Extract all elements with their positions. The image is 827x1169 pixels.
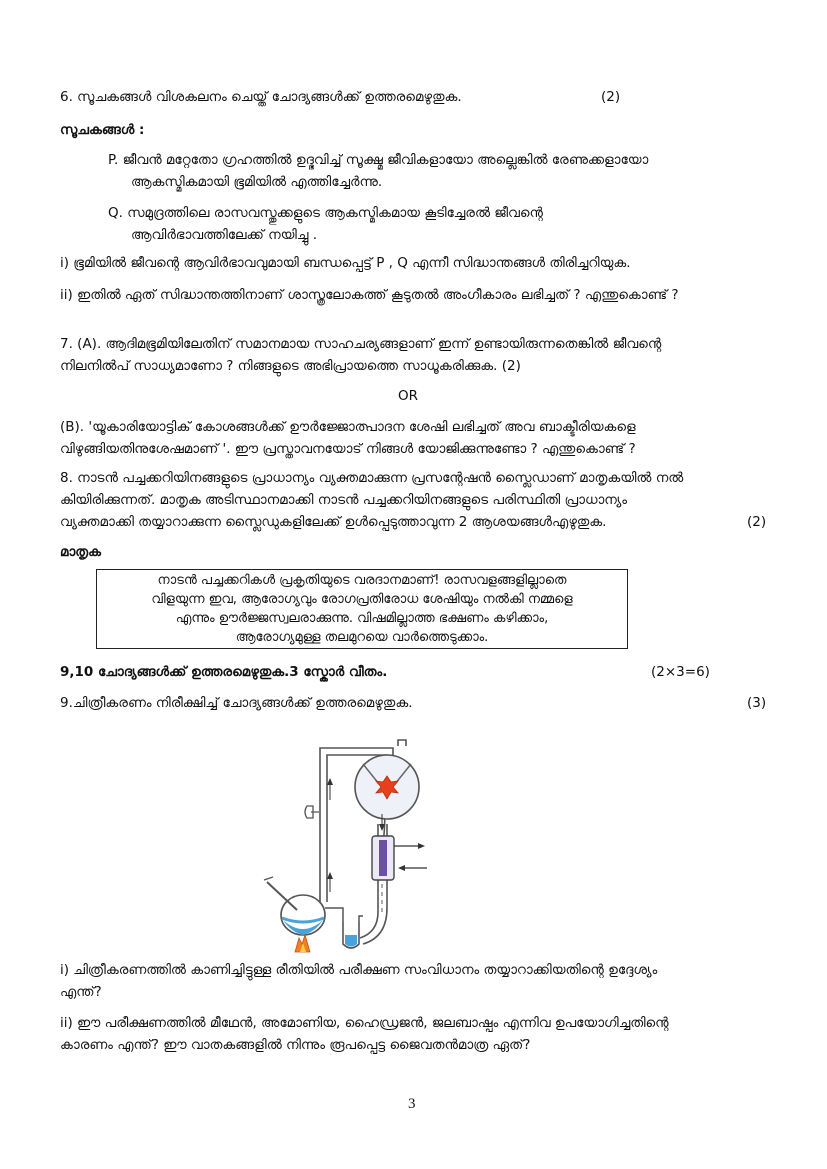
q8-marks: (2) bbox=[747, 514, 767, 530]
thermometer bbox=[267, 882, 297, 910]
q8-model-label: മാതൃക bbox=[60, 544, 102, 560]
model-slide-line1: നാടൻ പച്ചക്കറികൾ പ്രകൃതിയുടെ വരദാനമാണ്! രാസവളങ്ങളില്ലാതെ bbox=[157, 573, 567, 588]
condenser-core bbox=[379, 840, 387, 876]
model-slide-line3: എന്നും ഊർജ്ജസ്വലരാക്കുന്നു. വിഷമില്ലാത്ത ഭക്ഷണം കഴിക്കാം, bbox=[175, 611, 549, 626]
q6-marks: (2) bbox=[601, 89, 621, 105]
stopcock-icon bbox=[305, 806, 319, 818]
model-slide-box bbox=[96, 569, 628, 649]
q9-ii-line2: കാരണം എന്ത്? ഈ വാതകങ്ങളിൽ നിന്നും രൂപപ്പെട്ട ജൈവതൻമാത്ര ഏത്? bbox=[60, 1037, 531, 1053]
q8-line2: കിയിരിക്കുന്നത്. മാതൃക അടിസ്ഥാനമാക്കി നാടൻ പച്ചക്കറിയിനങ്ങളുടെ പരിസ്ഥിതി പ്രാധാന്യം bbox=[60, 492, 628, 508]
q7-b-line1: (B). 'യൂകാരിയോട്ടിക് കോശങ്ങൾക്ക് ഊർജ്ജോത്പാദന ശേഷി ലഭിച്ചത് അവ ബാക്ടീരിയകളെ bbox=[60, 419, 636, 435]
q6-hint-q-line1: Q. സമുദ്രത്തിലെ രാസവസ്തുക്കളുടെ ആകസ്മികമായ കൂടിച്ചേരൽ ജീവന്റെ bbox=[108, 205, 543, 221]
section-heading: 9,10 ചോദ്യങ്ങൾക്ക് ഉത്തരമെഴുതുക.3 സ്കോർ വീതം. bbox=[60, 664, 388, 680]
q6-hint-q-line2: ആവിർഭാവത്തിലേക്ക് നയിച്ചു . bbox=[131, 227, 317, 243]
model-slide-line4: ആരോഗ്യമുള്ള തലമുറയെ വാർത്തെടുക്കാം. bbox=[235, 630, 489, 645]
q9-i-line1: i) ചിത്രീകരണത്തിൽ കാണിച്ചിട്ടുള്ള രീതിയിൽ പരീക്ഷണ സംവിധാനം തയ്യാറാക്കിയതിന്റെ ഉദ്ദേശ്യം bbox=[60, 962, 658, 978]
q6-sub-ii: ii) ഇതിൽ ഏത് സിദ്ധാന്തത്തിനാണ് ശാസ്ത്രലോകത്ത് കൂടുതൽ അംഗീകാരം ലഭിച്ചത് ? എന്തുകൊണ്ട് ? bbox=[60, 287, 679, 303]
q6-hint-p-line2: ആകസ്മികമായി ഭൂമിയിൽ എത്തിച്ചേർന്നു. bbox=[131, 174, 383, 190]
q6-sub-i: i) ഭൂമിയിൽ ജീവന്റെ ആവിർഭാവവുമായി ബന്ധപ്പെട്ട് P , Q എന്നീ സിദ്ധാന്തങ്ങൾ തിരിച്ചറിയുക. bbox=[60, 255, 631, 271]
q9-ii-line1: ii) ഈ പരീക്ഷണത്തിൽ മീഥേൻ, അമോണിയ, ഹൈഡ്രജൻ, ജലബാഷ്പം എന്നിവ ഉപയോഗിച്ചതിന്റെ bbox=[60, 1015, 669, 1031]
q7-or: OR bbox=[398, 388, 419, 404]
section-marks: (2×3=6) bbox=[651, 664, 710, 680]
q8-line1: 8. നാടൻ പച്ചക്കറിയിനങ്ങളുടെ പ്രാധാന്യം വ്യക്തമാക്കുന്ന പ്രസന്റേഷൻ സ്ലൈഡാണ് മാതൃകയിൽ നൽ bbox=[60, 470, 684, 486]
page-number: 3 bbox=[408, 1096, 416, 1112]
q9-marks: (3) bbox=[747, 695, 767, 711]
q6-hints-label: സൂചകങ്ങൾ : bbox=[60, 122, 145, 138]
flow-up-arrow-lower-icon bbox=[327, 872, 333, 879]
miller-urey-apparatus-diagram bbox=[255, 732, 555, 954]
q7-a-line1: 7. (A). ആദിമഭൂമിയിലേതിന് സമാനമായ സാഹചര്യങ്ങളാണ് ഇന്ന് ഉണ്ടായിരുന്നതെങ്കിൽ ജീവന്റെ bbox=[60, 336, 662, 352]
q9-i-line2: എന്ത്? bbox=[60, 984, 102, 1000]
q6-hint-p-line1: P. ജീവൻ മറ്റേതോ ഗ്രഹത്തിൽ ഉദ്ഭവിച്ച് സൂക്ഷ്മ ജീവികളായോ അല്ലെങ്കിൽ രേണുക്കളായോ bbox=[108, 152, 649, 168]
flow-up-arrow-icon bbox=[327, 778, 333, 785]
q7-b-line2: വിഴുങ്ങിയതിനുശേഷമാണ് '. ഈ പ്രസ്താവനയോട് നിങ്ങൾ യോജിക്കുന്നുണ്ടോ ? എന്തുകൊണ്ട് ? bbox=[60, 441, 636, 457]
water-in-arrow-icon bbox=[398, 865, 405, 871]
q7-a-line2: നിലനിൽപ് സാധ്യമാണോ ? നിങ്ങളുടെ അഭിപ്രായത്തെ സാധൂകരിക്കുക. (2) bbox=[60, 358, 521, 374]
q6-stem: 6. സൂചകങ്ങൾ വിശകലനം ചെയ്ത് ചോദ്യങ്ങൾക്ക് ഉത്തരമെഴുതുക. bbox=[60, 89, 462, 105]
q9-stem: 9.ചിത്രീകരണം നിരീക്ഷിച്ച് ചോദ്യങ്ങൾക്ക് ഉത്തരമെഴുതുക. bbox=[60, 695, 413, 711]
q8-line3: വ്യക്തമാക്കി തയ്യാറാക്കുന്ന സ്ലൈഡുകളിലേക്ക് ഉൾപ്പെടുത്താവുന്ന 2 ആശയങ്ങൾഎഴുതുക. bbox=[60, 514, 607, 530]
model-slide-line2: വിളയുന്ന ഇവ, ആരോഗ്യവും രോഗപ്രതിരോധ ശേഷിയും നൽകി നമ്മളെ bbox=[151, 592, 573, 607]
water-out-arrow-icon bbox=[418, 843, 425, 849]
